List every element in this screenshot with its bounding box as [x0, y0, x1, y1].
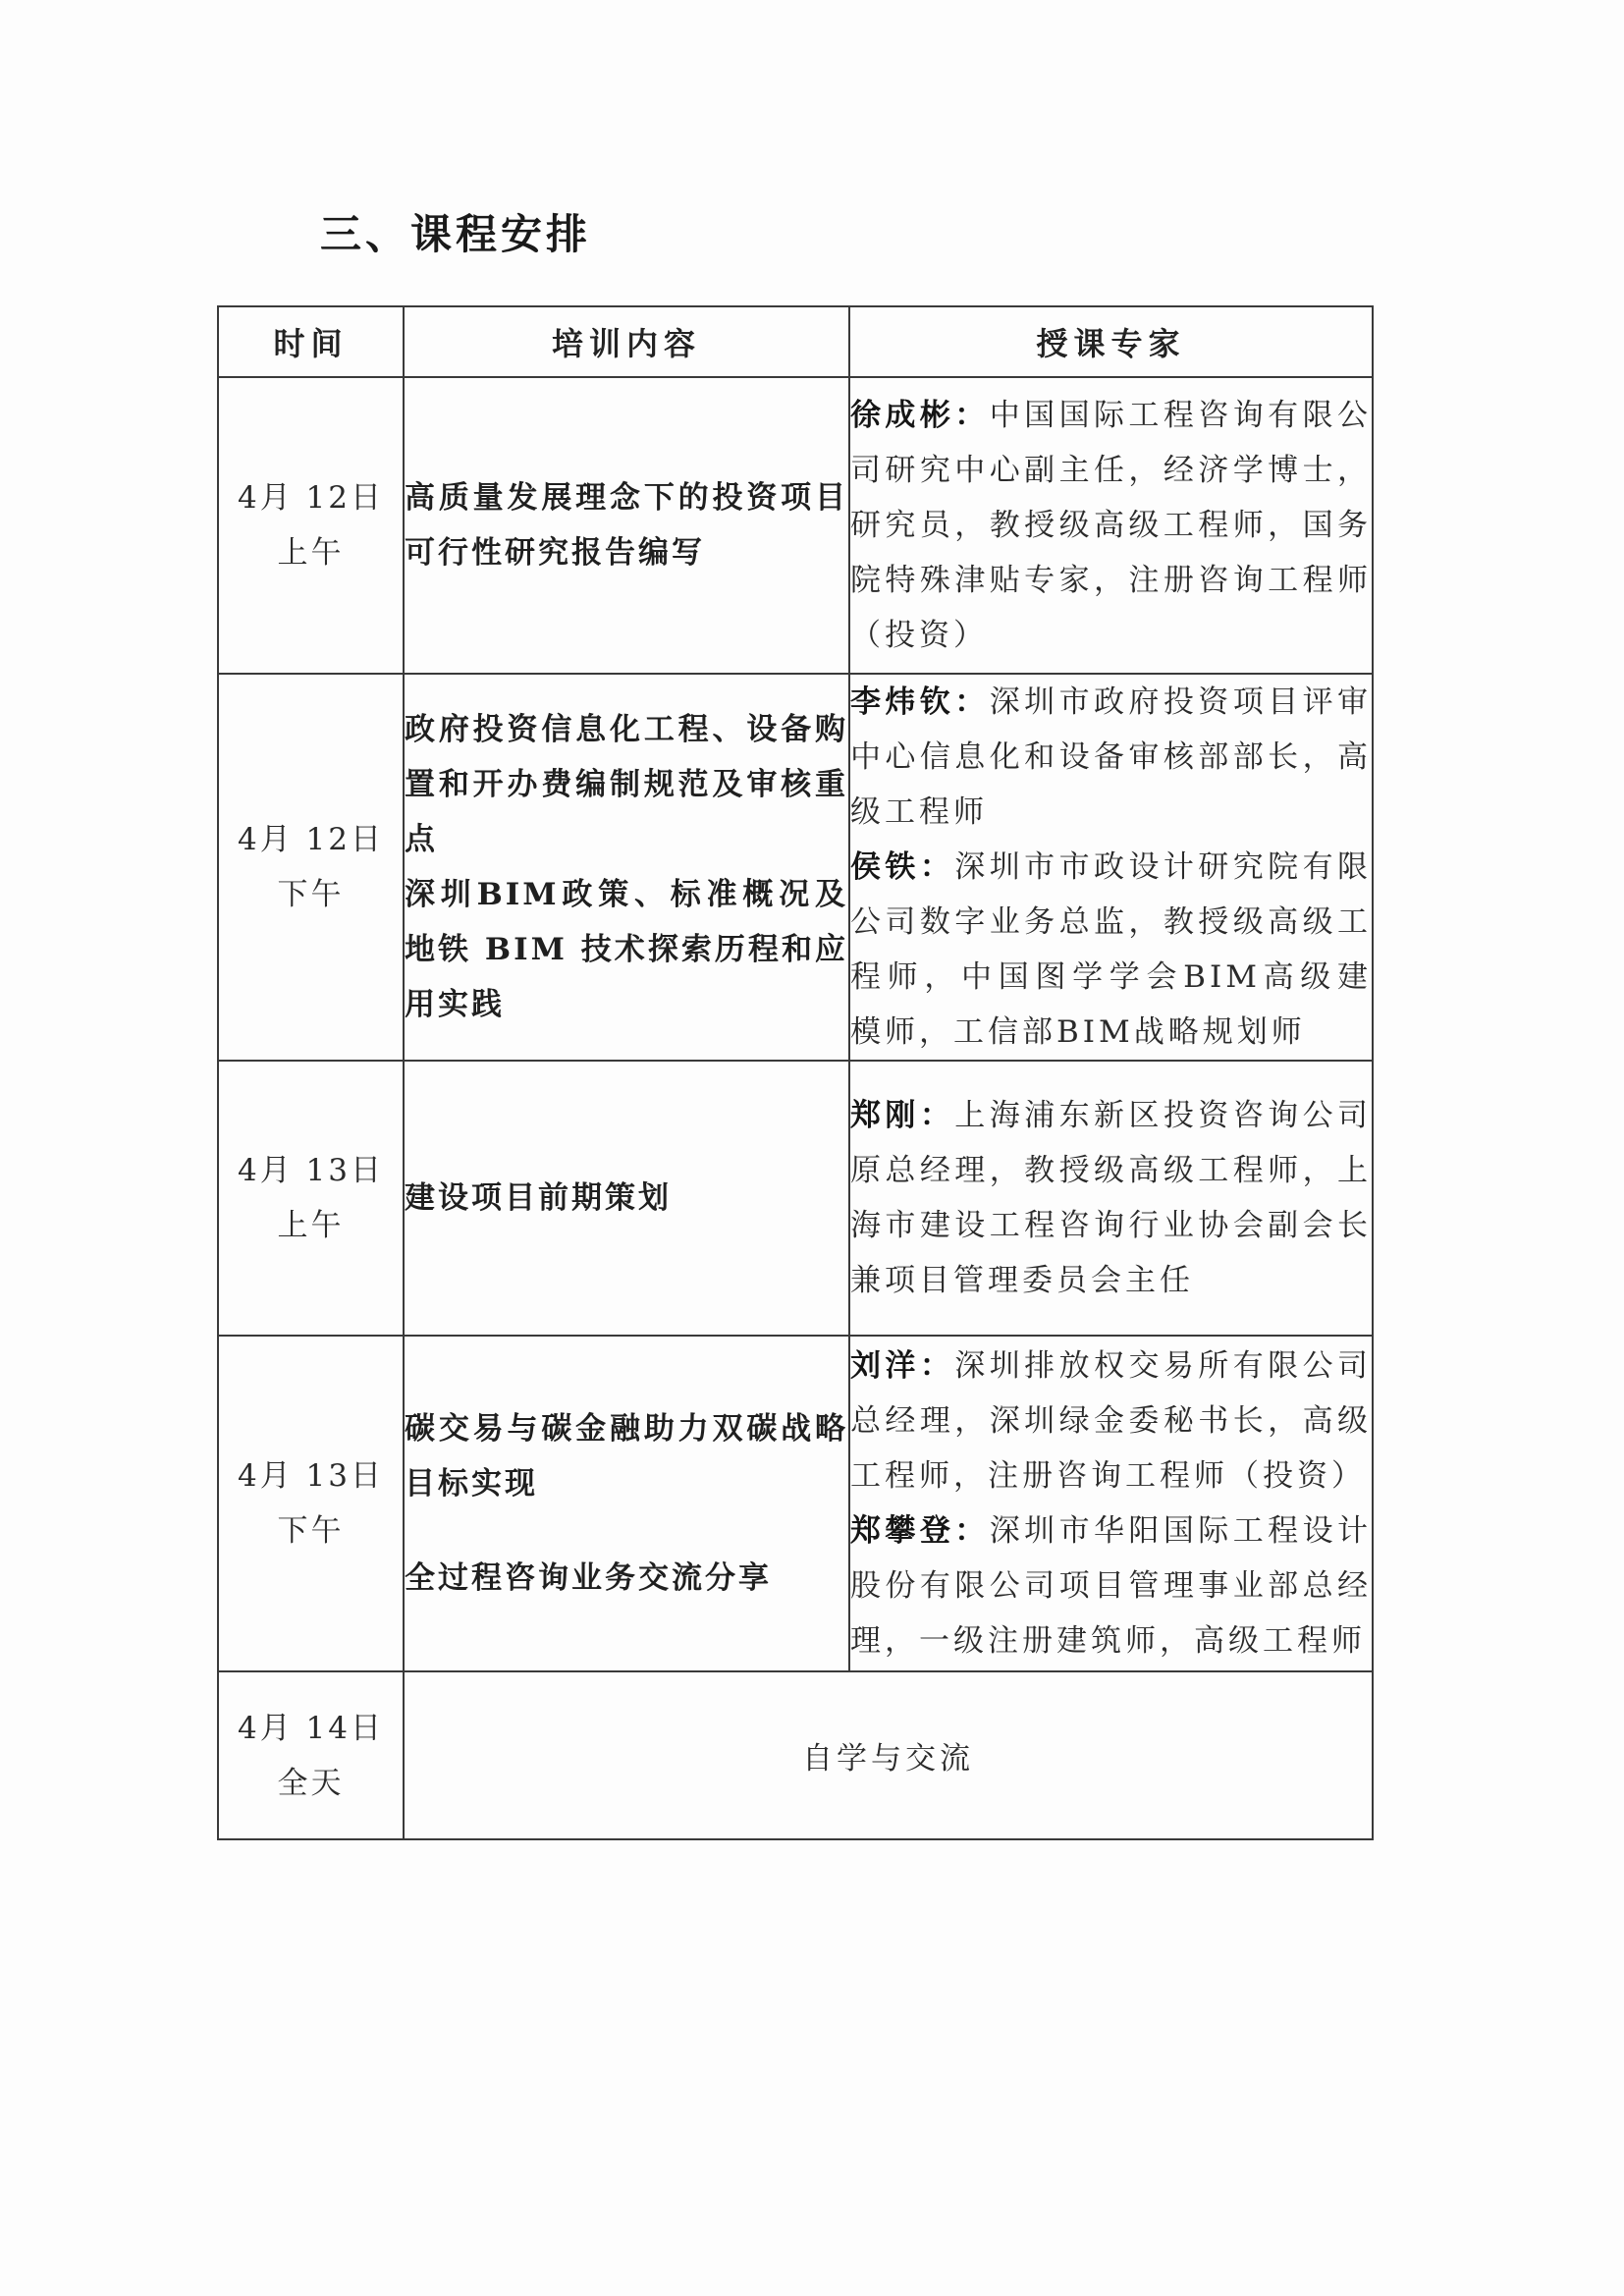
session-period: 上午 — [277, 535, 345, 571]
expert-name: 侯铁： — [850, 849, 955, 885]
expert-entry — [850, 840, 1372, 1060]
content-cell — [404, 1061, 849, 1336]
expert-name: 刘洋： — [850, 1348, 955, 1384]
session-date: 4月 12日 — [237, 480, 385, 516]
session-period: 下午 — [277, 1513, 345, 1549]
session-date: 4月 14日 — [237, 1710, 385, 1746]
course-topic: 碳交易与碳金融助力双碳战略目标实现 — [405, 1411, 848, 1502]
expert-cell — [849, 1061, 1373, 1336]
expert-name: 徐成彬： — [850, 398, 990, 433]
table-row — [218, 377, 1373, 674]
expert-bio: 中国国际工程咨询有限公司研究中心副主任，经济学博士，研究员，教授级高级工程师，国务院特殊津贴专家，注册咨询工程师（投资） — [850, 398, 1373, 653]
expert-entry — [850, 388, 1372, 663]
course-topic: 深圳BIM政策、标准概况及地铁 BIM 技术探索历程和应用实践 — [405, 877, 848, 1022]
session-date: 4月 12日 — [237, 822, 385, 857]
table-row — [218, 1336, 1373, 1671]
expert-name: 郑攀登： — [850, 1513, 990, 1549]
expert-bio: 深圳市市政设计研究院有限公司数字业务总监，教授级高级工程师，中国图学学会BIM高级建模师，工信部BIM战略规划师 — [850, 849, 1373, 1050]
table-row — [218, 674, 1373, 1061]
table-header-row — [218, 306, 1373, 377]
header-time: 时间 — [218, 306, 404, 377]
course-topic: 建设项目前期策划 — [405, 1180, 672, 1216]
merged-activity-cell: 自学与交流 — [404, 1671, 1373, 1839]
section-title: 三、课程安排 — [320, 210, 592, 258]
content-cell — [404, 377, 849, 674]
expert-name: 郑刚： — [850, 1098, 955, 1133]
expert-entry — [850, 1339, 1372, 1503]
expert-bio: 深圳排放权交易所有限公司总经理，深圳绿金委秘书长，高级工程师，注册咨询工程师（投资） — [850, 1348, 1373, 1494]
session-period: 全天 — [277, 1765, 345, 1801]
time-cell — [218, 1061, 404, 1336]
time-cell — [218, 377, 404, 674]
time-cell — [218, 1336, 404, 1671]
table-row — [218, 1671, 1373, 1839]
expert-entry — [850, 675, 1372, 840]
expert-bio: 上海浦东新区投资咨询公司原总经理，教授级高级工程师，上海市建设工程咨询行业协会副会长兼项目管理委员会主任 — [850, 1098, 1373, 1298]
session-period: 上午 — [277, 1208, 345, 1243]
expert-entry — [850, 1088, 1372, 1308]
content-cell — [404, 674, 849, 1061]
session-period: 下午 — [277, 877, 345, 912]
session-date: 4月 13日 — [237, 1153, 385, 1188]
content-cell — [404, 1336, 849, 1671]
expert-bio: 深圳市华阳国际工程设计股份有限公司项目管理事业部总经理，一级注册建筑师，高级工程师 — [850, 1513, 1373, 1659]
course-topic: 高质量发展理念下的投资项目可行性研究报告编写 — [405, 480, 848, 571]
expert-cell — [849, 377, 1373, 674]
expert-name: 李炜钦： — [850, 684, 990, 720]
spacer — [405, 1511, 848, 1551]
expert-cell — [849, 674, 1373, 1061]
course-schedule-table — [217, 305, 1374, 1840]
course-topic: 政府投资信息化工程、设备购置和开办费编制规范及审核重点 — [405, 712, 848, 857]
course-topic: 全过程咨询业务交流分享 — [405, 1560, 772, 1596]
time-cell — [218, 1671, 404, 1839]
expert-cell — [849, 1336, 1373, 1671]
expert-bio: 深圳市政府投资项目评审中心信息化和设备审核部部长，高级工程师 — [850, 684, 1373, 830]
time-cell — [218, 674, 404, 1061]
table-row — [218, 1061, 1373, 1336]
header-content: 培训内容 — [404, 306, 849, 377]
session-date: 4月 13日 — [237, 1458, 385, 1494]
header-expert: 授课专家 — [849, 306, 1373, 377]
expert-entry — [850, 1503, 1372, 1668]
